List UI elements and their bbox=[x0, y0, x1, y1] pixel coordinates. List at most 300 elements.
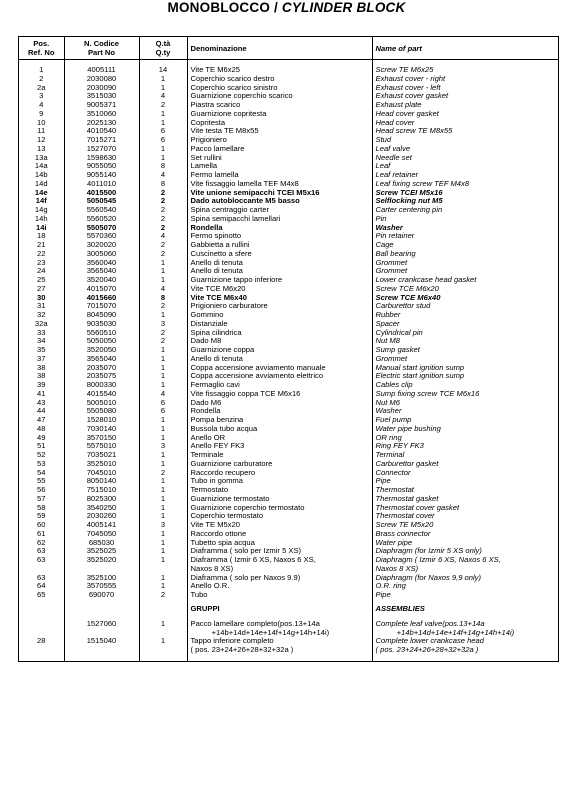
cell-part-no: 690070 bbox=[64, 591, 139, 600]
table-row bbox=[19, 119, 558, 128]
cell-name-of-part: Cage bbox=[372, 241, 558, 250]
cell-part-no: 685030 bbox=[64, 539, 139, 548]
cell-name-of-part: ASSEMBLIES bbox=[372, 600, 558, 614]
cell-denominazione: Anello OR bbox=[187, 434, 372, 443]
cell-name-of-part: Ball bearing bbox=[372, 250, 558, 259]
cell-qty: 1 bbox=[139, 154, 187, 163]
cell-pos: 54 bbox=[37, 468, 46, 477]
cell-qty: 1 bbox=[139, 364, 187, 373]
table-row bbox=[19, 215, 558, 224]
cell-name-of-part: Stud bbox=[372, 136, 558, 145]
cell-pos: 31 bbox=[37, 302, 46, 311]
cell-pos: 27 bbox=[37, 284, 46, 293]
cell-pos: 22 bbox=[37, 249, 46, 258]
cell-name-of-part: Fuel pump bbox=[372, 416, 558, 425]
cell-qty: 3 bbox=[139, 521, 187, 530]
cell-name-of-part: Screw TCE M6x40 bbox=[372, 294, 558, 303]
cell-part-no: 5505080 bbox=[64, 407, 139, 416]
cell-part-no: 3525100 bbox=[64, 574, 139, 583]
cell-name-of-part: Screw TE M5x20 bbox=[372, 521, 558, 530]
cell-pos: 3 bbox=[39, 92, 44, 101]
cell-pos: 38 bbox=[37, 372, 46, 381]
cell-name-of-part: Ring FEY FK3 bbox=[372, 442, 558, 451]
table-row bbox=[19, 407, 558, 416]
cell-denominazione: Anello di tenuta bbox=[187, 259, 372, 268]
cell-denominazione: Guarnizione coppa bbox=[187, 346, 372, 355]
table-row bbox=[19, 337, 558, 346]
cell-denominazione: Set rullini bbox=[187, 154, 372, 163]
cell-part-no: 7045050 bbox=[64, 530, 139, 539]
cell-denominazione: Pacco lamellare bbox=[187, 145, 372, 154]
table-row bbox=[19, 250, 558, 259]
cell-part-no: 3570150 bbox=[64, 434, 139, 443]
cell-denominazione: Vite unione semipacchi TCEI M5x16 bbox=[187, 189, 372, 198]
cell-qty: 1 bbox=[139, 110, 187, 119]
cell-denominazione: Raccordo recupero bbox=[187, 469, 372, 478]
cell-denominazione: Diaframma ( solo per Izmir 5 XS) bbox=[187, 547, 372, 556]
cell-denominazione: Fermo spinotto bbox=[187, 232, 372, 241]
cell-pos: 37 bbox=[37, 354, 46, 363]
cell-name-of-part: Spacer bbox=[372, 320, 558, 329]
table-row bbox=[19, 267, 558, 276]
cell-part-no: 2030090 bbox=[64, 84, 139, 93]
cell-denominazione: Fermaglio cavi bbox=[187, 381, 372, 390]
table-row bbox=[19, 189, 558, 198]
table-row bbox=[19, 180, 558, 189]
cell-part-no: 8000330 bbox=[64, 381, 139, 390]
cell-name-of-part: Thermostat bbox=[372, 486, 558, 495]
table-row bbox=[19, 355, 558, 364]
cell-denominazione: Vite testa TE M8x55 bbox=[187, 127, 372, 136]
cell-denominazione: Coperchio termostato bbox=[187, 512, 372, 521]
cell-part-no: 3005060 bbox=[64, 250, 139, 259]
table-row bbox=[19, 346, 558, 355]
cell-part-no: 3540250 bbox=[64, 504, 139, 513]
cell-denominazione: Rondella bbox=[187, 407, 372, 416]
cell-denominazione: Prigioniero carburatore bbox=[187, 302, 372, 311]
table-row bbox=[19, 224, 558, 233]
cell-part-no: 4005141 bbox=[64, 521, 139, 530]
cell-denominazione: Guarnizione tappo inferiore bbox=[187, 276, 372, 285]
table-row bbox=[19, 259, 558, 268]
cell-pos: 2 bbox=[39, 74, 44, 83]
page-title bbox=[0, 0, 573, 16]
cell-pos: 28 bbox=[37, 637, 46, 646]
cell-name-of-part: Head cover gasket bbox=[372, 110, 558, 119]
table-body bbox=[19, 60, 558, 661]
cell-qty: 2 bbox=[139, 206, 187, 215]
table-row bbox=[19, 92, 558, 101]
cell-part-no: 9005371 bbox=[64, 101, 139, 110]
cell-pos: 63 bbox=[37, 547, 46, 556]
cell-qty: 1 bbox=[139, 259, 187, 268]
cell-denominazione: Fermo lamella bbox=[187, 171, 372, 180]
cell-name-of-part: Nut M8 bbox=[372, 337, 558, 346]
cell-pos: 13 bbox=[37, 144, 46, 153]
cell-name-of-part: Sump gasket bbox=[372, 346, 558, 355]
cell-name-of-part: Head cover bbox=[372, 119, 558, 128]
cell-pos: 32 bbox=[37, 311, 46, 319]
cell-qty: 1 bbox=[139, 486, 187, 495]
cell-name-of-part: Leaf valve bbox=[372, 145, 558, 154]
cell-name-of-part: Rubber bbox=[372, 311, 558, 320]
cell-qty: 1 bbox=[139, 372, 187, 381]
cell-qty: 2 bbox=[139, 302, 187, 311]
table-row bbox=[19, 504, 558, 513]
cell-qty: 1 bbox=[139, 381, 187, 390]
cell-name-of-part: Diaphragm ( Izmir 6 XS, Naxos 6 XS, Naxos 8 XS) bbox=[372, 556, 558, 574]
cell-qty: 1 bbox=[139, 75, 187, 84]
cell-part-no: 2025130 bbox=[64, 119, 139, 128]
cell-part-no: 9035030 bbox=[64, 320, 139, 329]
table-row bbox=[19, 442, 558, 451]
cell-pos: 14f bbox=[35, 197, 47, 206]
cell-qty: 1 bbox=[139, 346, 187, 355]
cell-name-of-part: Carter centering pin bbox=[372, 206, 558, 215]
cell-part-no: 4015660 bbox=[64, 294, 139, 303]
cell-qty: 2 bbox=[139, 469, 187, 478]
table-row bbox=[19, 171, 558, 180]
table-row bbox=[19, 495, 558, 504]
cell-part-no: 5575010 bbox=[64, 442, 139, 451]
cell-qty: 1 bbox=[139, 495, 187, 504]
cell-name-of-part: Lower crankcase head gasket bbox=[372, 276, 558, 285]
cell-pos: 56 bbox=[37, 486, 46, 494]
table-row bbox=[19, 84, 558, 93]
cell-pos: 39 bbox=[37, 381, 46, 389]
cell-name-of-part: Washer bbox=[372, 224, 558, 233]
table-row bbox=[19, 539, 558, 548]
cell-denominazione: Gabbietta a rullini bbox=[187, 241, 372, 250]
cell-denominazione: Termostato bbox=[187, 486, 372, 495]
cell-part-no: 7015070 bbox=[64, 302, 139, 311]
cell-denominazione: Spina semipacchi lamellari bbox=[187, 215, 372, 224]
cell-denominazione: Spina centraggio carter bbox=[187, 206, 372, 215]
cell-qty: 2 bbox=[139, 197, 187, 206]
table-row bbox=[19, 512, 558, 521]
cell-denominazione: Anello FEY FK3 bbox=[187, 442, 372, 451]
cell-part-no: 5570360 bbox=[64, 232, 139, 241]
cell-name-of-part: Grommet bbox=[372, 355, 558, 364]
cell-denominazione: Copritesta bbox=[187, 119, 372, 128]
cell-name-of-part: Electric start ignition sump bbox=[372, 372, 558, 381]
cell-pos: 41 bbox=[37, 389, 46, 398]
cell-qty: 1 bbox=[139, 504, 187, 513]
cell-pos: 34 bbox=[37, 337, 46, 346]
cell-denominazione: Coperchio scarico sinistro bbox=[187, 84, 372, 93]
cell-pos: 51 bbox=[37, 442, 46, 451]
cell-pos: 53 bbox=[37, 459, 46, 468]
cell-qty: 1 bbox=[139, 434, 187, 443]
cell-name-of-part: Leaf retainer bbox=[372, 171, 558, 180]
table-row bbox=[19, 574, 558, 583]
cell-pos: 24 bbox=[37, 267, 46, 276]
table-row bbox=[19, 469, 558, 478]
header-name-of-part: Name of part bbox=[372, 37, 558, 60]
cell-denominazione: Spina cilindrica bbox=[187, 329, 372, 338]
cell-part-no: 3525025 bbox=[64, 547, 139, 556]
cell-name-of-part: Pipe bbox=[372, 477, 558, 486]
cell-qty: 1 bbox=[139, 620, 187, 638]
cell-name-of-part: Brass connector bbox=[372, 530, 558, 539]
cell-qty: 2 bbox=[139, 224, 187, 233]
cell-part-no: 3520040 bbox=[64, 276, 139, 285]
cell-name-of-part: Pipe bbox=[372, 591, 558, 600]
cell-qty: 1 bbox=[139, 276, 187, 285]
cell-part-no: 2035075 bbox=[64, 372, 139, 381]
cell-denominazione: Tubetto spia acqua bbox=[187, 539, 372, 548]
cell-pos bbox=[19, 600, 64, 614]
cell-name-of-part: Grommet bbox=[372, 259, 558, 268]
table-row bbox=[19, 75, 558, 84]
cell-pos: 12 bbox=[37, 136, 46, 144]
cell-pos: 47 bbox=[37, 416, 46, 424]
cell-qty: 4 bbox=[139, 232, 187, 241]
table-row bbox=[19, 451, 558, 460]
table-row bbox=[19, 530, 558, 539]
cell-qty: 4 bbox=[139, 390, 187, 399]
cell-qty: 1 bbox=[139, 416, 187, 425]
cell-qty: 6 bbox=[139, 407, 187, 416]
cell-name-of-part: Nut M6 bbox=[372, 399, 558, 408]
cell-name-of-part: Carburettor stud bbox=[372, 302, 558, 311]
cell-denominazione: Tubo bbox=[187, 591, 372, 600]
cell-name-of-part: Grommet bbox=[372, 267, 558, 276]
cell-denominazione: Guarnizione copritesta bbox=[187, 110, 372, 119]
cell-part-no: 7030140 bbox=[64, 425, 139, 434]
cell-denominazione: Dado M8 bbox=[187, 337, 372, 346]
cell-pos bbox=[19, 620, 64, 638]
title-italian: MONOBLOCCO / bbox=[167, 0, 282, 15]
table-row bbox=[19, 329, 558, 338]
cell-pos: 21 bbox=[37, 241, 46, 249]
cell-denominazione: Vite fissaggio coppa TCE M6x16 bbox=[187, 390, 372, 399]
cell-qty: 1 bbox=[139, 84, 187, 93]
header-denominazione: Denominazione bbox=[187, 37, 372, 60]
cell-qty: 1 bbox=[139, 477, 187, 486]
cell-qty: 1 bbox=[139, 512, 187, 521]
cell-qty: 1 bbox=[139, 582, 187, 591]
cell-denominazione: Coppa accensione avviamento manuale bbox=[187, 364, 372, 373]
cell-denominazione: Guarnizione termostato bbox=[187, 495, 372, 504]
cell-qty: 2 bbox=[139, 329, 187, 338]
table-row bbox=[19, 521, 558, 530]
cell-part-no: 4015540 bbox=[64, 390, 139, 399]
cell-qty: 1 bbox=[139, 267, 187, 276]
cell-qty: 4 bbox=[139, 171, 187, 180]
cell-denominazione: Anello O.R. bbox=[187, 582, 372, 591]
table-row bbox=[19, 477, 558, 486]
table-row bbox=[19, 154, 558, 163]
cell-qty: 1 bbox=[139, 556, 187, 574]
cell-name-of-part: Exhaust plate bbox=[372, 101, 558, 110]
cell-denominazione: Prigioniero bbox=[187, 136, 372, 145]
table-row bbox=[19, 381, 558, 390]
table-row bbox=[19, 145, 558, 154]
cell-qty: 2 bbox=[139, 591, 187, 600]
cell-pos: 25 bbox=[37, 276, 46, 284]
table-header-row bbox=[19, 37, 558, 60]
cell-denominazione: Guarnizione coperchio scarico bbox=[187, 92, 372, 101]
cell-name-of-part: OR ring bbox=[372, 434, 558, 443]
cell-part-no: 7515010 bbox=[64, 486, 139, 495]
cell-pos: 65 bbox=[37, 591, 46, 599]
cell-qty: 1 bbox=[139, 145, 187, 154]
cell-pos: 14e bbox=[34, 188, 48, 197]
cell-qty: 1 bbox=[139, 425, 187, 434]
cell-qty: 2 bbox=[139, 189, 187, 198]
cell-qty: 4 bbox=[139, 285, 187, 294]
cell-name-of-part: Water pipe bushing bbox=[372, 425, 558, 434]
cell-denominazione: Piastra scarico bbox=[187, 101, 372, 110]
table-row bbox=[19, 425, 558, 434]
cell-qty: 3 bbox=[139, 320, 187, 329]
cell-pos: 64 bbox=[37, 582, 46, 591]
cell-pos: 14d bbox=[34, 179, 48, 188]
cell-denominazione: Gommino bbox=[187, 311, 372, 320]
cell-name-of-part: O.R. ring bbox=[372, 582, 558, 591]
cell-name-of-part: Cylindrical pin bbox=[372, 329, 558, 338]
cell-denominazione: Coperchio scarico destro bbox=[187, 75, 372, 84]
cell-pos: 60 bbox=[37, 521, 46, 529]
table-row bbox=[19, 302, 558, 311]
cell-part-no: 7045010 bbox=[64, 469, 139, 478]
cell-name-of-part: Carburettor gasket bbox=[372, 460, 558, 469]
cell-denominazione: Anello di tenuta bbox=[187, 267, 372, 276]
cell-name-of-part: Exhaust cover - right bbox=[372, 75, 558, 84]
cell-qty: 6 bbox=[139, 127, 187, 136]
cell-part-no: 3510060 bbox=[64, 110, 139, 119]
cell-part-no: 2035070 bbox=[64, 364, 139, 373]
cell-name-of-part: Water pipe bbox=[372, 539, 558, 548]
table-row bbox=[19, 556, 558, 574]
cell-denominazione: Dado autobloccante M5 basso bbox=[187, 197, 372, 206]
table-row bbox=[19, 232, 558, 241]
table-row bbox=[19, 162, 558, 171]
table-row bbox=[19, 637, 558, 655]
cell-part-no: 3565040 bbox=[64, 267, 139, 276]
cell-denominazione: Tappo inferiore completo ( pos. 23+24+26+28+32+32a ) bbox=[187, 637, 372, 655]
cell-name-of-part: Head screw TE M8x55 bbox=[372, 127, 558, 136]
cell-pos: 44 bbox=[37, 407, 46, 416]
table-row bbox=[19, 320, 558, 329]
cell-denominazione: Distanziale bbox=[187, 320, 372, 329]
cell-pos: 63 bbox=[37, 556, 46, 564]
table-row bbox=[19, 620, 558, 638]
cell-name-of-part: Terminal bbox=[372, 451, 558, 460]
cell-pos: 4 bbox=[39, 101, 44, 109]
cell-name-of-part: Pin bbox=[372, 215, 558, 224]
cell-qty: 1 bbox=[139, 119, 187, 128]
cell-pos: 57 bbox=[37, 494, 46, 503]
cell-qty: 1 bbox=[139, 637, 187, 655]
cell-pos: 13a bbox=[34, 153, 48, 162]
cell-denominazione: Lamella bbox=[187, 162, 372, 171]
cell-denominazione: Vite TE M6x25 bbox=[187, 66, 372, 75]
cell-name-of-part: Needle set bbox=[372, 154, 558, 163]
table-row bbox=[19, 241, 558, 250]
cell-part-no: 8025300 bbox=[64, 495, 139, 504]
cell-pos: 62 bbox=[37, 538, 46, 547]
cell-pos: 52 bbox=[37, 451, 46, 459]
header-qty: Q.tà Q.ty bbox=[139, 37, 187, 60]
table-row bbox=[19, 66, 558, 75]
title-english: CYLINDER BLOCK bbox=[281, 0, 406, 15]
table-row bbox=[19, 276, 558, 285]
cell-pos: 55 bbox=[37, 477, 46, 486]
cell-denominazione: Vite TCE M6x40 bbox=[187, 294, 372, 303]
cell-qty: 8 bbox=[139, 162, 187, 171]
cell-pos: 35 bbox=[37, 346, 46, 354]
table-row bbox=[19, 582, 558, 591]
table-row bbox=[19, 285, 558, 294]
cell-denominazione: Guarnizione carburatore bbox=[187, 460, 372, 469]
table-row bbox=[19, 206, 558, 215]
cell-name-of-part: Manual start ignition sump bbox=[372, 364, 558, 373]
cell-part-no: 7035021 bbox=[64, 451, 139, 460]
cell-part-no bbox=[64, 600, 139, 614]
cell-denominazione: Pompa benzina bbox=[187, 416, 372, 425]
table-row bbox=[19, 101, 558, 110]
cell-denominazione: Vite fissaggio lamella TEF M4x8 bbox=[187, 180, 372, 189]
cell-qty: 1 bbox=[139, 547, 187, 556]
cell-name-of-part: Selflocking nut M5 bbox=[372, 197, 558, 206]
table-row bbox=[19, 390, 558, 399]
cell-denominazione: Terminale bbox=[187, 451, 372, 460]
cell-pos: 49 bbox=[37, 433, 46, 442]
cell-name-of-part: Diaphragm (for Izmir 5 XS only) bbox=[372, 547, 558, 556]
cell-qty: 2 bbox=[139, 337, 187, 346]
cell-pos: 30 bbox=[37, 293, 46, 302]
cell-part-no: 1515040 bbox=[64, 637, 139, 655]
header-code: N. Codice Part No bbox=[64, 37, 139, 60]
table-row bbox=[19, 547, 558, 556]
cell-pos: 9 bbox=[39, 109, 44, 118]
cell-name-of-part: Sump fixing screw TCE M6x16 bbox=[372, 390, 558, 399]
parts-table bbox=[19, 37, 558, 661]
cell-denominazione: GRUPPI bbox=[187, 600, 372, 614]
table-row bbox=[19, 460, 558, 469]
cell-pos: 14i bbox=[35, 223, 47, 232]
cell-qty: 2 bbox=[139, 101, 187, 110]
cell-part-no: 3565040 bbox=[64, 355, 139, 364]
cell-part-no: 5560540 bbox=[64, 206, 139, 215]
cell-part-no: 3525020 bbox=[64, 556, 139, 574]
cell-pos: 1 bbox=[39, 66, 44, 74]
cell-qty: 8 bbox=[139, 294, 187, 303]
cell-denominazione: Dado M6 bbox=[187, 399, 372, 408]
cell-name-of-part: Thermostat cover gasket bbox=[372, 504, 558, 513]
cell-part-no: 3560040 bbox=[64, 259, 139, 268]
cell-part-no: 4015070 bbox=[64, 285, 139, 294]
cell-denominazione: Vite TE M5x20 bbox=[187, 521, 372, 530]
cell-part-no: 7015271 bbox=[64, 136, 139, 145]
cell-qty: 2 bbox=[139, 241, 187, 250]
cell-denominazione: Raccordo ottone bbox=[187, 530, 372, 539]
cell-name-of-part: Complete lower crankcase head ( pos. 23+24+26+28+32+32a ) bbox=[372, 637, 558, 655]
cell-name-of-part: Thermostat gasket bbox=[372, 495, 558, 504]
cell-part-no: 3020020 bbox=[64, 241, 139, 250]
cell-denominazione: Anello di tenuta bbox=[187, 355, 372, 364]
table-row bbox=[19, 110, 558, 119]
cell-pos: 14g bbox=[34, 206, 48, 214]
table-row bbox=[19, 416, 558, 425]
cell-part-no: 5560520 bbox=[64, 215, 139, 224]
cell-name-of-part: Diaphragm (for Naxos 9,9 only) bbox=[372, 574, 558, 583]
table-row bbox=[19, 364, 558, 373]
cell-denominazione: Tubo in gomma bbox=[187, 477, 372, 486]
cell-part-no: 1598630 bbox=[64, 154, 139, 163]
